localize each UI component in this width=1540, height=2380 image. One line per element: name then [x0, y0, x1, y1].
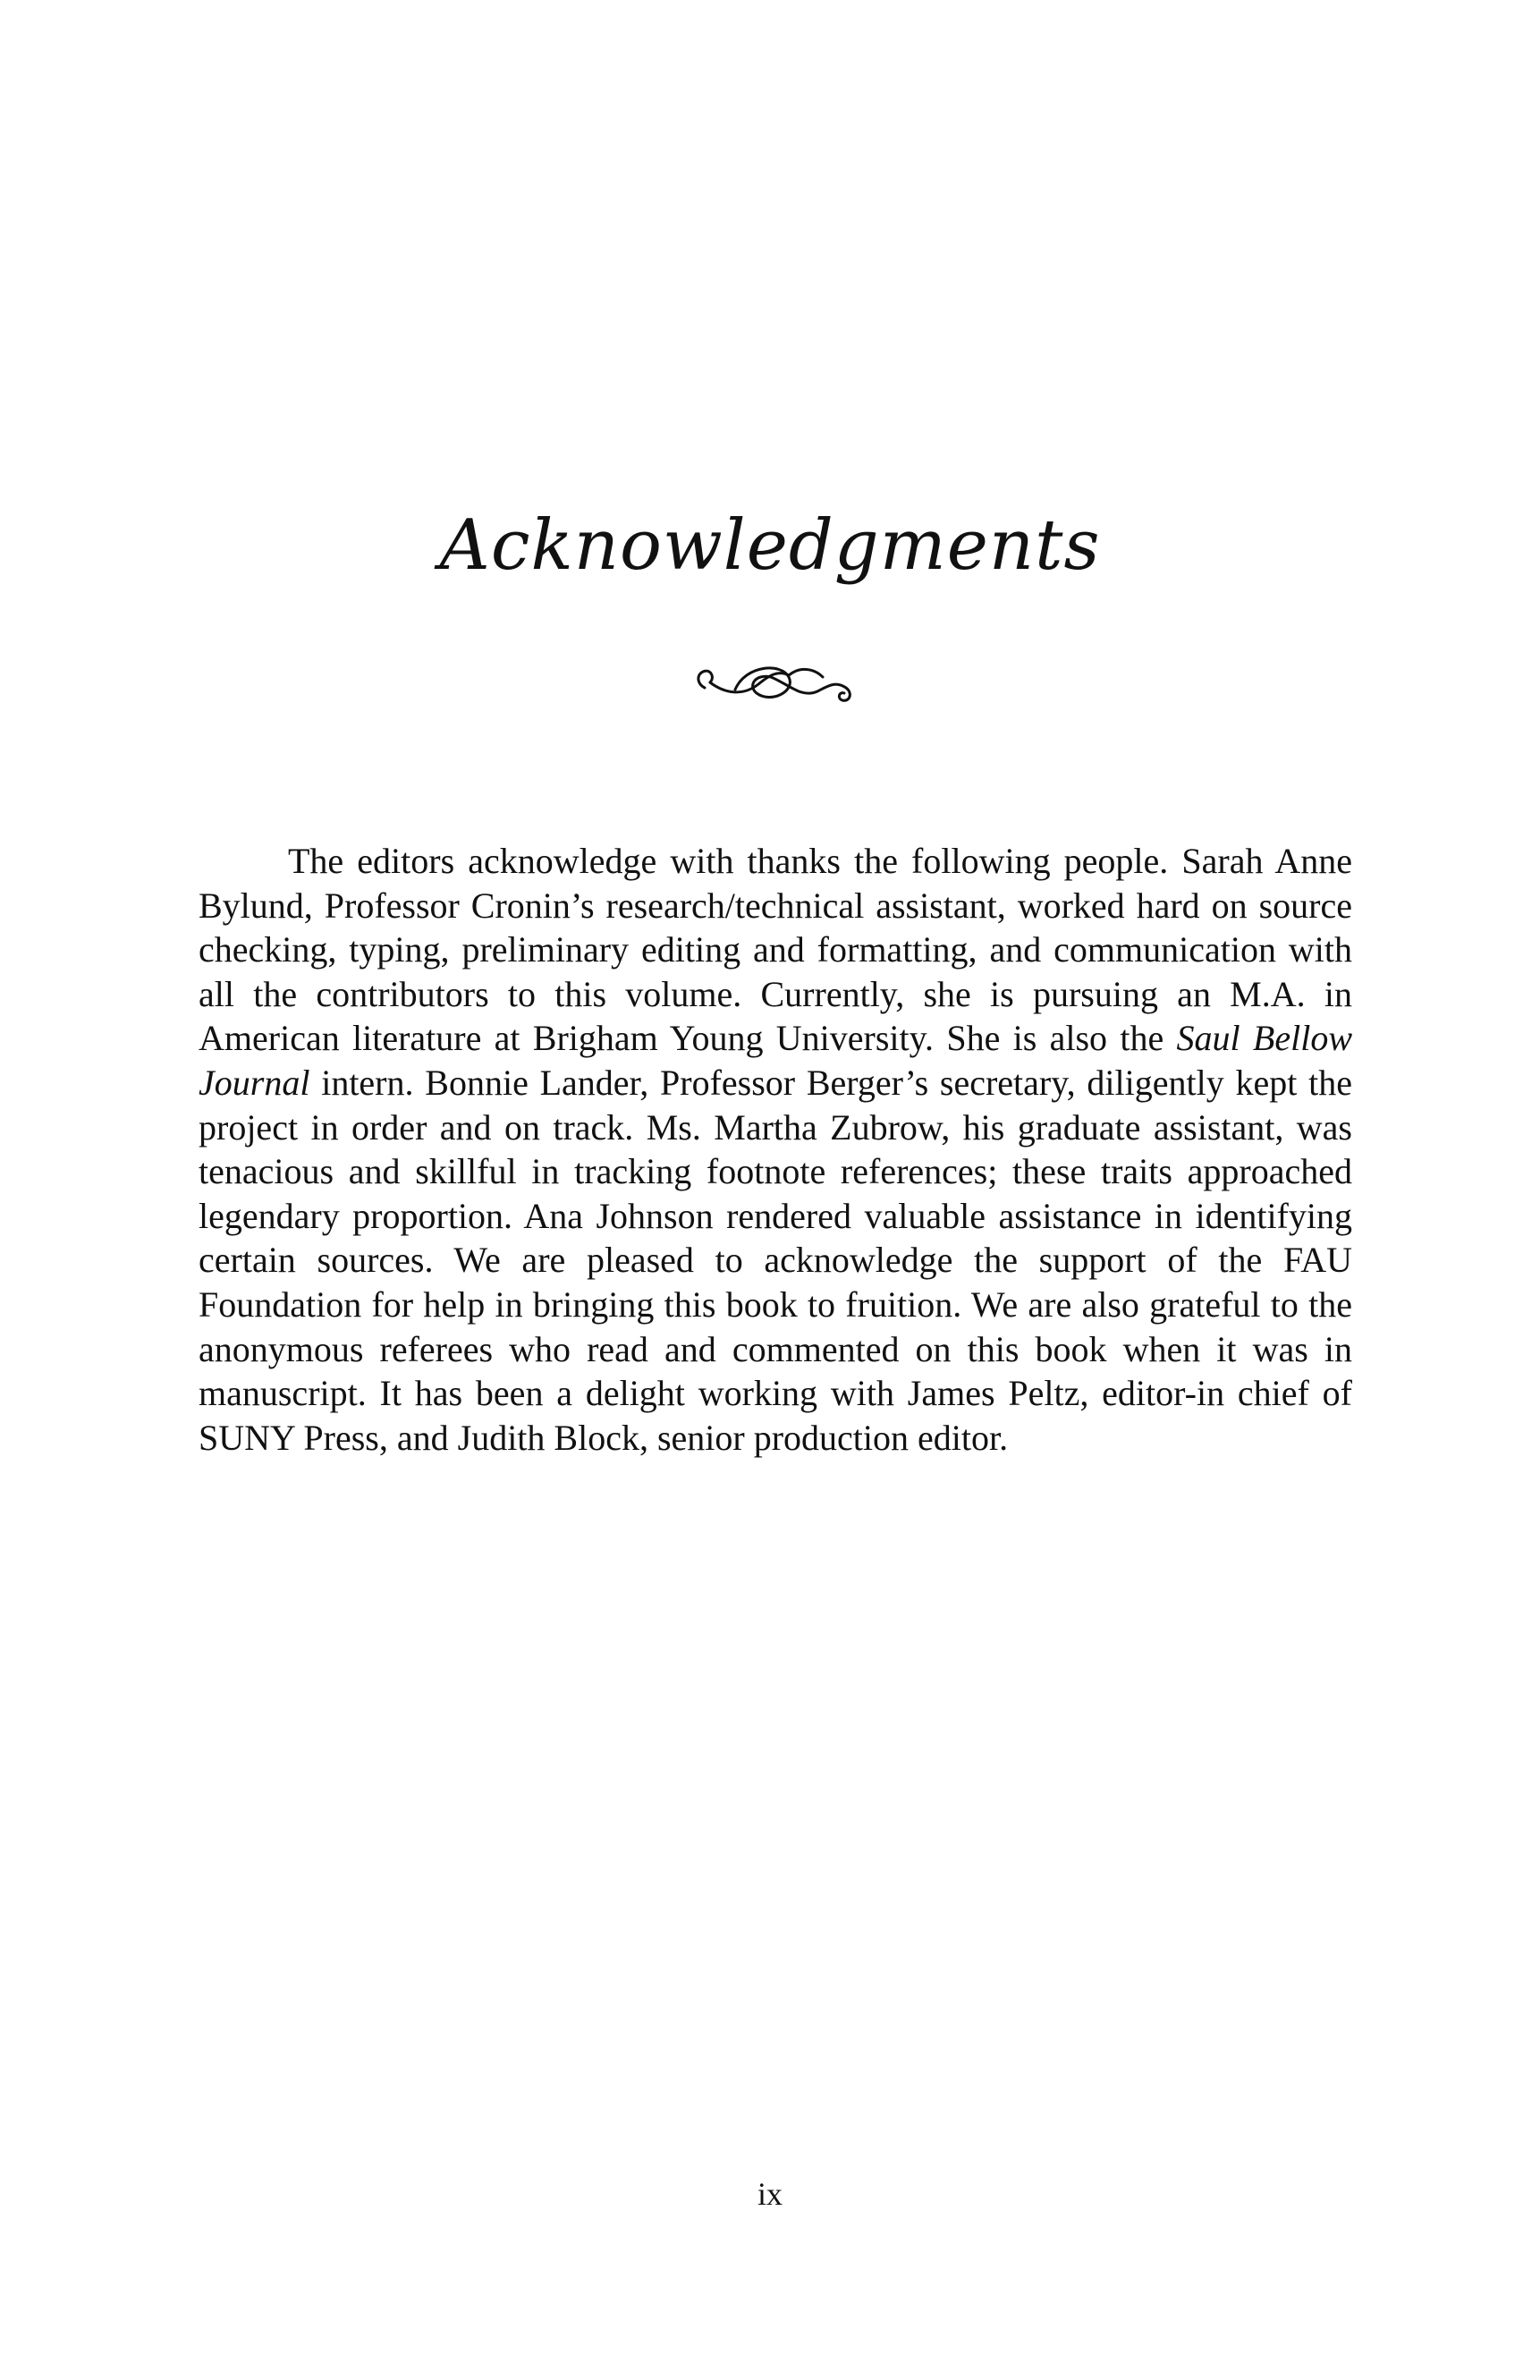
page-number: ix	[757, 2176, 783, 2212]
paragraph-text-part-1: The editors acknowledge with thanks the following people. Sarah Anne Bylund, Professor Cronin’s research/technical assistant, worked hard on source checking, typing, preliminary editing and formatting, and communication with all the contributors to this volume. Currently, she is pursuing an M.A. in American literature at Brigham Young University. She is also the	[199, 841, 1352, 1059]
paragraph-text-part-2: intern. Bonnie Lander, Professor Berger’s secretary, diligently kept the project in order and on track. Ms. Martha Zubrow, his graduate assistant, was tenacious and skillful in tracking footnote references; these traits approached legendary proportion. Ana Johnson rendered valuable assistance in identifying certain sources. We are pleased to acknowledge the support of the FAU Foundation for help in bringing this book to fruition. We are also grateful to the anonymous referees who read and commented on this book when it was in manuscript. It has been a delight working with James Peltz, editor-in chief of SUNY Press, and Judith Block, senior production editor.	[199, 1062, 1352, 1458]
italic-journal-title: Saul Bellow Journal	[199, 1018, 1353, 1103]
flourish-ornament-icon	[689, 657, 859, 711]
page-title: Acknowledgments	[439, 505, 1101, 586]
acknowledgments-paragraph	[199, 839, 1352, 1460]
